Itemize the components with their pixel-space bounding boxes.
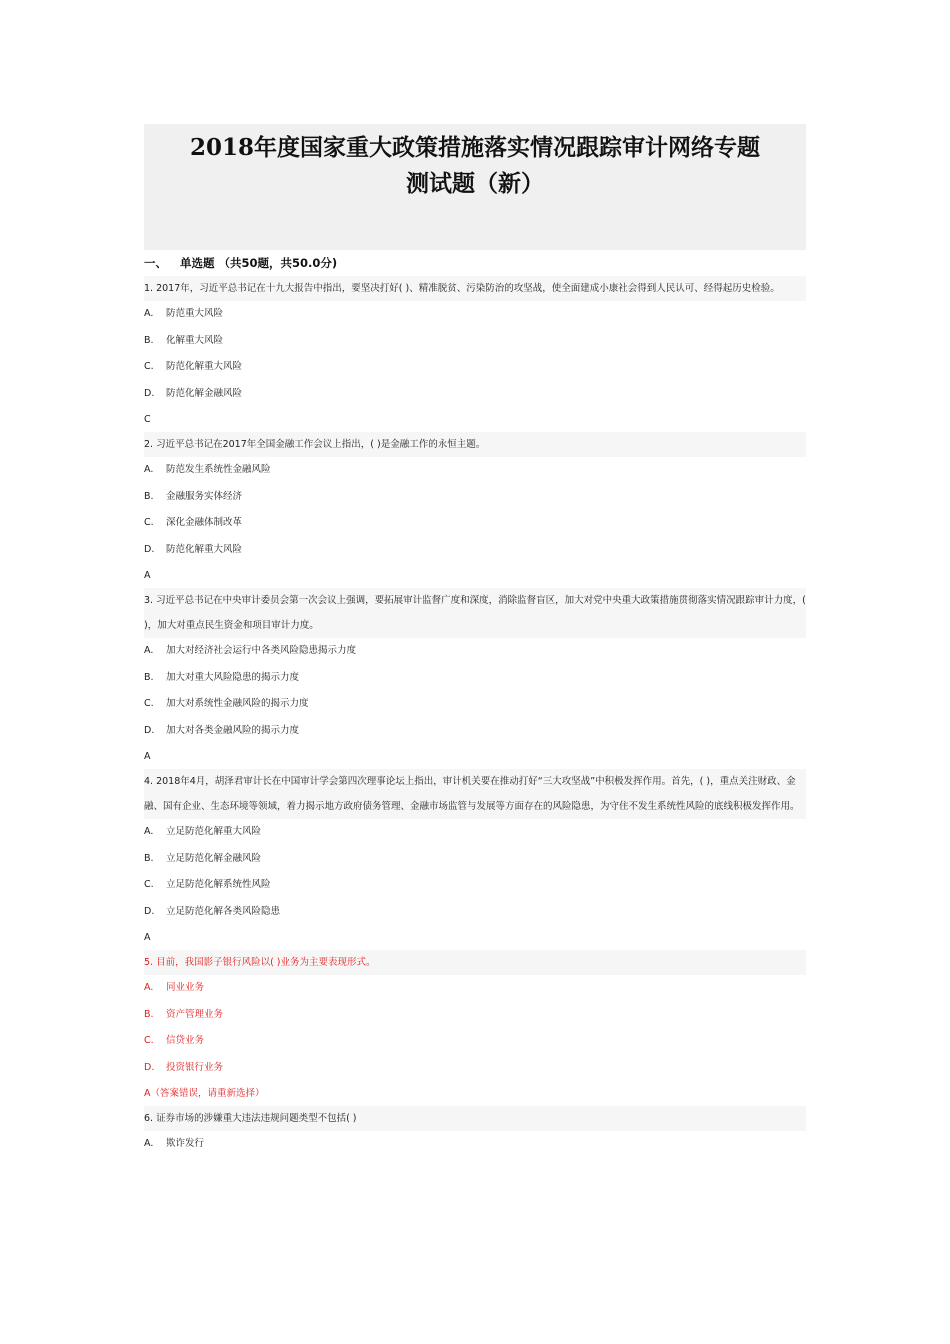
option-c[interactable] <box>144 872 806 899</box>
option-text: 欺诈发行 <box>166 1138 205 1149</box>
option-letter: C. <box>144 1035 154 1046</box>
question-2 <box>144 432 806 588</box>
page-title-line-1: 2018年度国家重大政策措施落实情况跟踪审计网络专题 <box>189 134 760 161</box>
option-d[interactable] <box>144 537 806 564</box>
option-d[interactable] <box>144 1055 806 1082</box>
option-a[interactable] <box>144 975 806 1002</box>
option-text: 防范化解金融风险 <box>166 387 243 399</box>
option-text: 加大对经济社会运行中各类风险隐患揭示力度 <box>166 645 357 656</box>
option-letter: B. <box>144 852 154 864</box>
option-text: 防范重大风险 <box>166 308 224 319</box>
option-letter: B. <box>144 1008 154 1020</box>
option-a[interactable] <box>144 638 806 665</box>
option-c[interactable] <box>144 691 806 718</box>
option-text: 防范化解重大风险 <box>166 543 243 555</box>
question-text: 4. 2018年4月，胡泽君审计长在中国审计学会第四次理事论坛上指出，审计机关要在推动打好“三大攻坚战”中积极发挥作用。首先，( )，重点关注财政、金融、国有企业、生态环境等领域，着力揭示地方政府债务管理、金融市场监管与发展等方面存在的风险隐患，为守住不发生系统性风险的底线积极发挥作用。 <box>144 769 806 819</box>
option-text: 投资银行业务 <box>166 1061 224 1073</box>
option-text: 加大对各类金融风险的揭示力度 <box>166 724 300 736</box>
question-text: 5. 目前，我国影子银行风险以( )业务为主要表现形式。 <box>144 950 806 975</box>
section-header <box>144 250 806 276</box>
question-text: 3. 习近平总书记在中央审计委员会第一次会议上强调，要拓展审计监督广度和深度，消除监督盲区，加大对党中央重大政策措施贯彻落实情况跟踪审计力度，( )，加大对重点民生资金和项目审计力度。 <box>144 588 806 638</box>
option-letter: B. <box>144 671 154 683</box>
option-b[interactable] <box>144 846 806 873</box>
question-text: 2. 习近平总书记在2017年全国金融工作会议上指出，( )是金融工作的永恒主题。 <box>144 432 806 457</box>
option-letter: D. <box>144 543 155 555</box>
option-letter: D. <box>144 905 155 917</box>
option-text: 立足防范化解金融风险 <box>166 852 262 864</box>
option-letter: C. <box>144 879 154 890</box>
option-text: 深化金融体制改革 <box>166 517 243 528</box>
question-3 <box>144 588 806 769</box>
option-b[interactable] <box>144 665 806 692</box>
option-text: 资产管理业务 <box>166 1008 224 1020</box>
question-5 <box>144 950 806 1106</box>
answer: A <box>144 570 151 581</box>
answer: A <box>144 932 151 943</box>
option-letter: B. <box>144 490 154 502</box>
option-d[interactable] <box>144 899 806 926</box>
option-letter: A. <box>144 982 154 993</box>
option-letter: D. <box>144 387 155 399</box>
option-b[interactable] <box>144 1002 806 1029</box>
option-b[interactable] <box>144 328 806 355</box>
option-text: 加大对系统性金融风险的揭示力度 <box>166 698 309 709</box>
option-d[interactable] <box>144 718 806 745</box>
option-letter: C. <box>144 361 154 372</box>
option-letter: C. <box>144 517 154 528</box>
question-1 <box>144 276 806 432</box>
option-a[interactable] <box>144 819 806 846</box>
option-a[interactable] <box>144 301 806 328</box>
option-a[interactable] <box>144 1131 806 1158</box>
option-letter: C. <box>144 698 154 709</box>
option-letter: A. <box>144 1138 154 1149</box>
question-6 <box>144 1106 806 1158</box>
option-text: 立足防范化解重大风险 <box>166 826 262 837</box>
option-letter: A. <box>144 826 154 837</box>
option-letter: A. <box>144 645 154 656</box>
section-number: 一、 <box>144 256 167 270</box>
question-text: 1. 2017年，习近平总书记在十九大报告中指出，要坚决打好( )、精准脱贫、污染防治的攻坚战，使全面建成小康社会得到人民认可、经得起历史检验。 <box>144 276 806 301</box>
title-block <box>144 124 806 250</box>
document-content <box>144 124 806 1158</box>
option-letter: A. <box>144 308 154 319</box>
option-text: 加大对重大风险隐患的揭示力度 <box>166 671 300 683</box>
section-label: 单选题 （共50题，共50.0分) <box>180 256 338 270</box>
option-text: 同业业务 <box>166 982 205 993</box>
option-letter: D. <box>144 1061 155 1073</box>
option-letter: B. <box>144 334 154 346</box>
option-d[interactable] <box>144 381 806 408</box>
option-text: 防范发生系统性金融风险 <box>166 464 271 475</box>
option-c[interactable] <box>144 1028 806 1055</box>
answer-wrong-feedback: A（答案错误，请重新选择） <box>144 1088 265 1099</box>
option-text: 化解重大风险 <box>166 334 224 346</box>
option-b[interactable] <box>144 484 806 511</box>
option-text: 立足防范化解各类风险隐患 <box>166 905 281 917</box>
option-letter: D. <box>144 724 155 736</box>
question-text: 6. 证券市场的涉嫌重大违法违规问题类型不包括( ) <box>144 1106 806 1131</box>
option-a[interactable] <box>144 457 806 484</box>
answer: C <box>144 414 151 425</box>
option-text: 信贷业务 <box>166 1035 205 1046</box>
option-text: 防范化解重大风险 <box>166 361 243 372</box>
option-c[interactable] <box>144 354 806 381</box>
option-letter: A. <box>144 464 154 475</box>
question-4 <box>144 769 806 950</box>
page-title-line-2: 测试题（新） <box>406 170 544 197</box>
option-text: 立足防范化解系统性风险 <box>166 879 271 890</box>
option-text: 金融服务实体经济 <box>166 490 243 502</box>
answer: A <box>144 751 151 762</box>
option-c[interactable] <box>144 510 806 537</box>
